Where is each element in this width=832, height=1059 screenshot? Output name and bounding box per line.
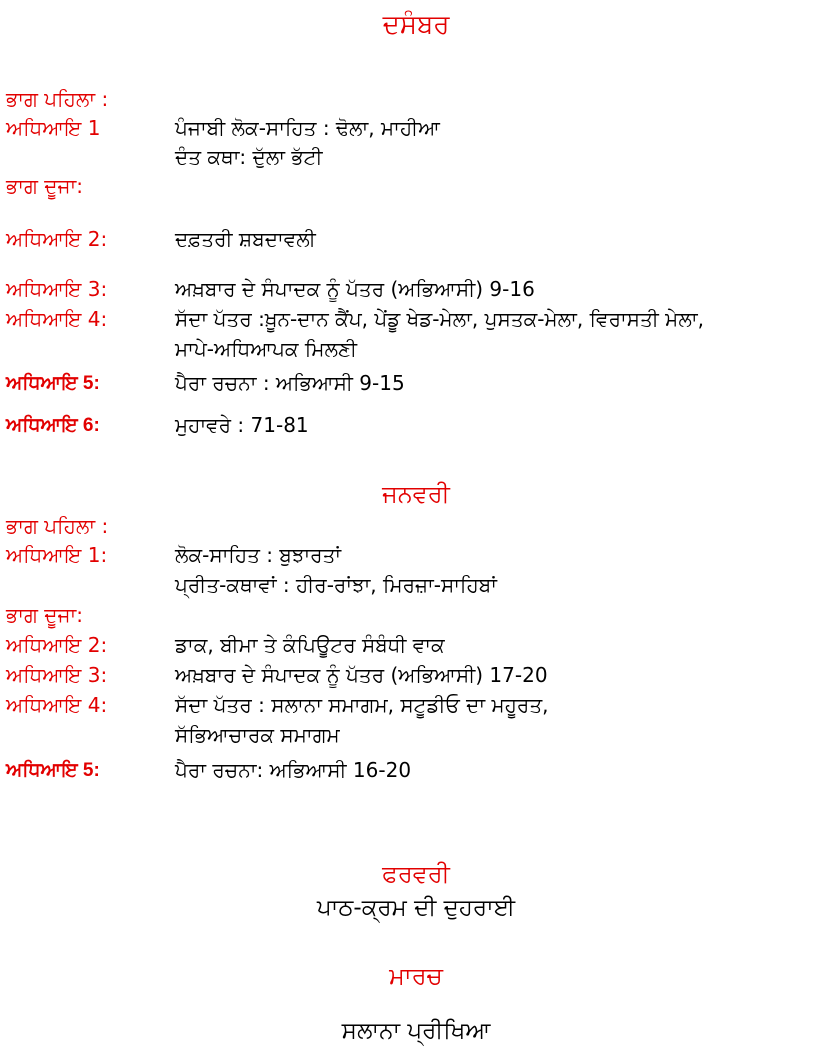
- part-one-label: ਭਾਗ ਪਹਿਲਾ :: [6, 87, 109, 111]
- part-one-label: ਭਾਗ ਪਹਿਲਾ :: [6, 514, 109, 538]
- chapter-4-line-2: ਮਾਪੇ-ਅਧਿਆਪਕ ਮਿਲਣੀ: [175, 337, 358, 361]
- part-two-label: ਭਾਗ ਦੂਜਾ:: [6, 603, 84, 627]
- chapter-4-line-1: ਸੱਦਾ ਪੱਤਰ :ਖ਼ੂਨ-ਦਾਨ ਕੈਂਪ, ਪੇਂਡੂ ਖੇਡ-ਮੇਲਾ, ਪੁਸਤਕ-ਮੇਲਾ, ਵਿਰਾਸਤੀ ਮੇਲਾ,: [175, 307, 704, 331]
- chapter-1-line-1: ਪੰਜਾਬੀ ਲੋਕ-ਸਾਹਿਤ : ਢੋਲਾ, ਮਾਹੀਆ: [175, 116, 440, 140]
- chapter-6-label: ਅਧਿਆਇ 6:: [6, 415, 100, 436]
- chapter-1-line-2: ਦੰਤ ਕਥਾ: ਦੁੱਲਾ ਭੱਟੀ: [175, 145, 323, 169]
- february-subtitle: ਪਾਠ-ਕ੍ਰਮ ਦੀ ਦੁਹਰਾਈ: [316, 895, 516, 921]
- chapter-1-label: ਅਧਿਆਇ 1:: [6, 543, 108, 567]
- chapter-1-label: ਅਧਿਆਇ 1: [6, 116, 101, 140]
- chapter-3-label: ਅਧਿਆਇ 3:: [6, 277, 108, 301]
- month-heading-february: ਫਰਵਰੀ: [382, 860, 450, 888]
- month-heading-march: ਮਾਰਚ: [389, 962, 443, 990]
- march-subtitle: ਸਲਾਨਾ ਪ੍ਰੀਖਿਆ: [341, 1018, 491, 1044]
- part-two-label: ਭਾਗ ਦੂਜਾ:: [6, 174, 84, 198]
- chapter-3-line-1: ਅਖ਼ਬਾਰ ਦੇ ਸੰਪਾਦਕ ਨੂੰ ਪੱਤਰ (ਅਭਿਆਸੀ) 17-20: [175, 663, 548, 687]
- chapter-1-line-1: ਲੋਕ-ਸਾਹਿਤ : ਬੁਝਾਰਤਾਂ: [175, 543, 342, 567]
- chapter-3-line-1: ਅਖ਼ਬਾਰ ਦੇ ਸੰਪਾਦਕ ਨੂੰ ਪੱਤਰ (ਅਭਿਆਸੀ) 9-16: [175, 277, 535, 301]
- chapter-5-label: ਅਧਿਆਇ 5:: [6, 373, 100, 394]
- chapter-2-line-1: ਦਫ਼ਤਰੀ ਸ਼ਬਦਾਵਲੀ: [175, 227, 316, 251]
- chapter-5-line-1: ਪੈਰਾ ਰਚਨਾ : ਅਭਿਆਸੀ 9-15: [175, 371, 405, 395]
- chapter-4-label: ਅਧਿਆਇ 4:: [6, 307, 108, 331]
- chapter-5-label: ਅਧਿਆਇ 5:: [6, 760, 100, 781]
- chapter-3-label: ਅਧਿਆਇ 3:: [6, 663, 108, 687]
- chapter-2-label: ਅਧਿਆਇ 2:: [6, 633, 108, 657]
- chapter-6-line-1: ਮੁਹਾਵਰੇ : 71-81: [175, 413, 309, 437]
- chapter-1-line-2: ਪ੍ਰੀਤ-ਕਥਾਵਾਂ : ਹੀਰ-ਰਾਂਝਾ, ਮਿਰਜ਼ਾ-ਸਾਹਿਬਾਂ: [175, 573, 497, 597]
- month-heading-december: ਦਸੰਬਰ: [382, 10, 450, 40]
- chapter-4-label: ਅਧਿਆਇ 4:: [6, 693, 108, 717]
- chapter-4-line-2: ਸੱਭਿਆਚਾਰਕ ਸਮਾਗਮ: [175, 723, 340, 747]
- month-heading-january: ਜਨਵਰੀ: [382, 480, 450, 508]
- chapter-2-line-1: ਡਾਕ, ਬੀਮਾ ਤੇ ਕੰਪਿਊਟਰ ਸੰਬੰਧੀ ਵਾਕ: [175, 633, 445, 657]
- chapter-5-line-1: ਪੈਰਾ ਰਚਨਾ: ਅਭਿਆਸੀ 16-20: [175, 758, 412, 782]
- chapter-4-line-1: ਸੱਦਾ ਪੱਤਰ : ਸਲਾਨਾ ਸਮਾਗਮ, ਸਟੂਡੀਓ ਦਾ ਮਹੂਰਤ,: [175, 693, 549, 717]
- chapter-2-label: ਅਧਿਆਇ 2:: [6, 227, 108, 251]
